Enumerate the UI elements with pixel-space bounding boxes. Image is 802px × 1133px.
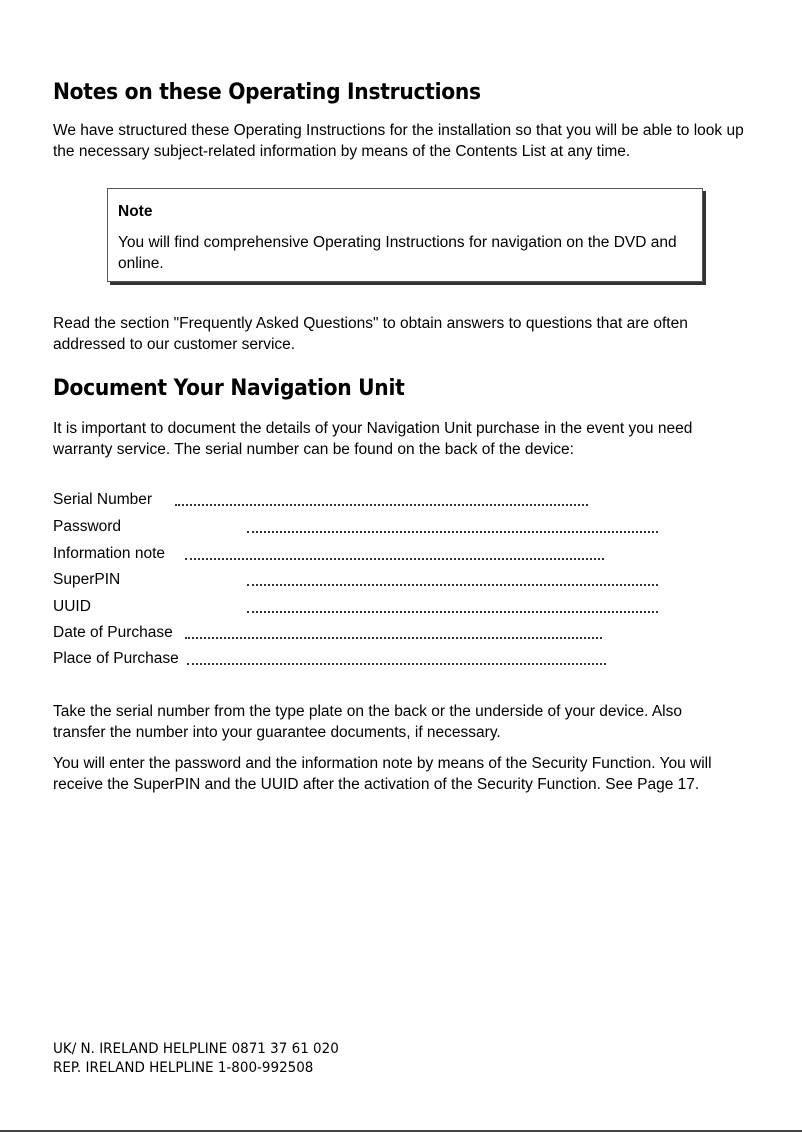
- dotted-line: [185, 558, 604, 560]
- security-function-paragraph: You will enter the password and the information note by means of the Security Function. You will receive the SuperPIN and the UUID after the activation of the Security Function. See Page 17.: [53, 755, 712, 793]
- serial-number-paragraph: Take the serial number from the type plate on the back or the underside of your device. Also transfer the number into your guarantee documents, if necessary.: [53, 703, 682, 741]
- dotted-line: [247, 584, 658, 586]
- dotted-line: [185, 637, 602, 639]
- note-box: [107, 188, 703, 282]
- dotted-line: [187, 663, 606, 665]
- dotted-line: [247, 611, 658, 613]
- note-title: Note: [118, 203, 153, 220]
- note-body: You will find comprehensive Operating Instructions for navigation on the DVD and online.: [118, 234, 677, 272]
- rep-ireland-helpline: REP. IRELAND HELPLINE 1-800-992508: [53, 1060, 314, 1076]
- field-label: Place of Purchase: [53, 650, 179, 667]
- dotted-line: [175, 504, 588, 506]
- section-title-document: Document Your Navigation Unit: [53, 376, 405, 401]
- field-label: SuperPIN: [53, 571, 121, 588]
- field-label: UUID: [53, 598, 91, 615]
- faq-paragraph: Read the section "Frequently Asked Questions" to obtain answers to questions that are often addressed to our customer service.: [53, 315, 688, 353]
- page-bottom-rule: [0, 1130, 802, 1132]
- uk-helpline: UK/ N. IRELAND HELPLINE 0871 37 61 020: [53, 1041, 339, 1057]
- field-label: Date of Purchase: [53, 624, 173, 641]
- dotted-line: [247, 531, 658, 533]
- intro-paragraph: We have structured these Operating Instructions for the installation so that you will be able to look up the necessary subject-related information by means of the Contents List at any time.: [53, 122, 744, 160]
- field-label: Serial Number: [53, 491, 153, 508]
- section-title-notes: Notes on these Operating Instructions: [53, 80, 481, 105]
- field-label: Password: [53, 518, 122, 535]
- document-intro-paragraph: It is important to document the details of your Navigation Unit purchase in the event you need warranty service. The serial number can be found on the back of the device:: [53, 420, 693, 458]
- field-label: Information note: [53, 545, 166, 562]
